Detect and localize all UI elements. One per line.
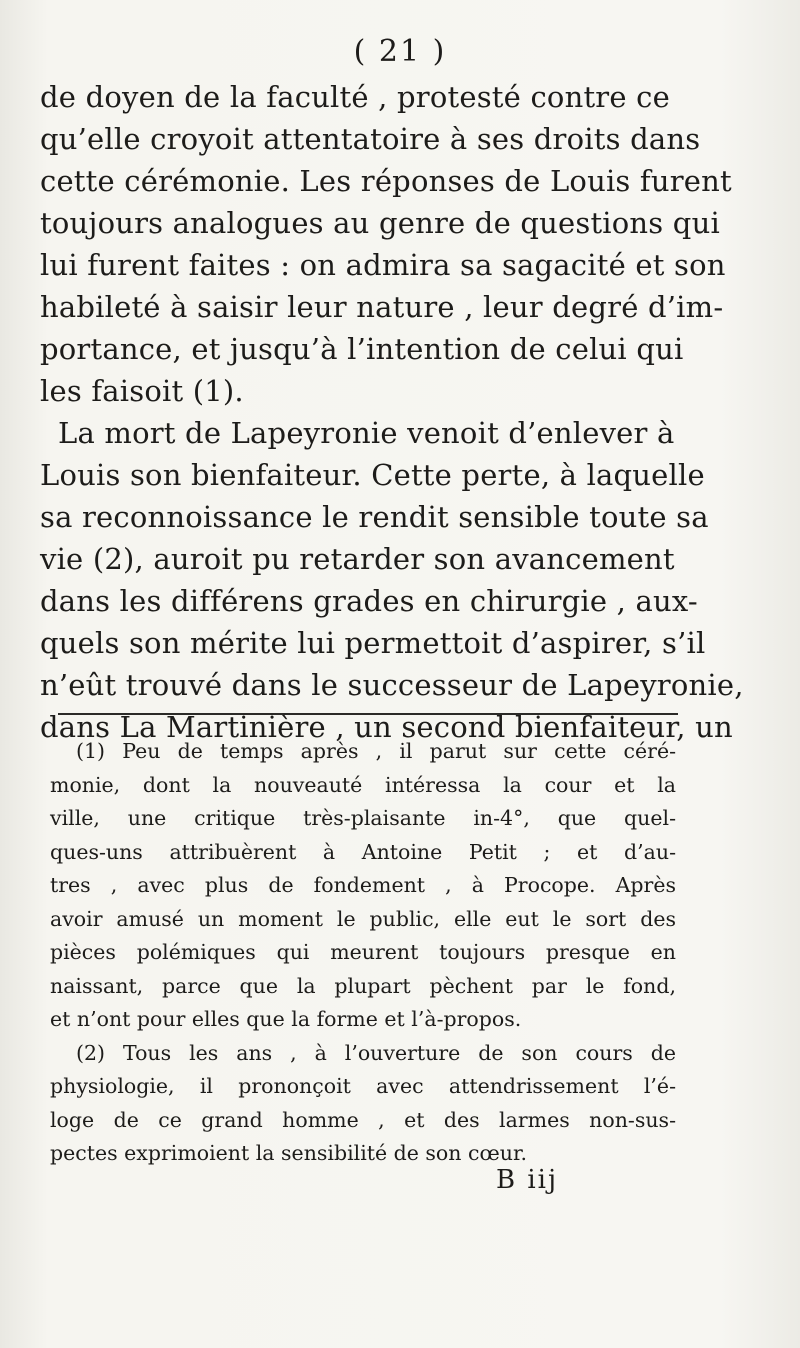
footnote-line: et n’ont pour elles que la forme et l’à-propos. — [50, 1007, 522, 1031]
body-line: lui furent faites : on admira sa sagacité et son — [40, 248, 726, 282]
footnote-line: avoir amusé un moment le public, elle eut le sort des — [50, 906, 676, 931]
body-line: dans La Martinière , un second bienfaiteur, un — [40, 710, 733, 744]
footnote-line: (2) Tous les ans , à l’ouverture de son cours de — [76, 1040, 676, 1065]
footnote-line: pièces polémiques qui meurent toujours presque en — [50, 940, 676, 964]
footnote-line: naissant, parce que la plupart pèchent par le fond, — [50, 973, 676, 998]
page-number: ( 21 ) — [353, 34, 447, 69]
footnotes — [50, 735, 676, 1171]
body-line: de doyen de la faculté , protesté contre ce — [40, 80, 670, 114]
body-line: quels son mérite lui permettoit d’aspirer, s’il — [40, 626, 706, 660]
footnote-line: monie, dont la nouveauté intéressa la cour et la — [50, 772, 676, 797]
body-line: toujours analogues au genre de questions qui — [40, 206, 720, 240]
footnote-line: ques-uns attribuèrent à Antoine Petit ; et d’au- — [50, 839, 676, 864]
body-line: cette cérémonie. Les réponses de Louis furent — [40, 164, 732, 198]
body-line: Louis son bienfaiteur. Cette perte, à laquelle — [40, 458, 705, 492]
footnote-divider — [58, 713, 678, 715]
body-line: sa reconnoissance le rendit sensible toute sa — [40, 500, 709, 534]
footnote-line: ville, une critique très-plaisante in-4°, que quel- — [50, 806, 676, 830]
footnote-line: tres , avec plus de fondement , à Procope. Après — [50, 873, 676, 897]
body-line: qu’elle croyoit attentatoire à ses droits dans — [40, 122, 701, 156]
footnote-line: loge de ce grand homme , et des larmes non-sus- — [50, 1107, 676, 1132]
footnote-line: physiologie, il prononçoit avec attendrissement l’é- — [50, 1074, 676, 1098]
footnote-line: (1) Peu de temps après , il parut sur cette céré- — [76, 739, 676, 763]
footnote-line: pectes exprimoient la sensibilité de son cœur. — [50, 1141, 528, 1165]
body-line: La mort de Lapeyronie venoit d’enlever à — [58, 416, 675, 450]
body-line: les faisoit (1). — [40, 374, 244, 408]
body-line: vie (2), auroit pu retarder son avancement — [40, 542, 675, 576]
body-line: n’eût trouvé dans le successeur de Lapeyronie, — [40, 668, 744, 702]
body-line: dans les différens grades en chirurgie , aux- — [40, 584, 698, 618]
main-text — [40, 76, 744, 748]
body-line: portance, et jusqu’à l’intention de celui qui — [40, 332, 684, 366]
signature-mark: B iij — [496, 1165, 559, 1195]
body-line: habileté à saisir leur nature , leur degré d’im- — [40, 290, 724, 324]
